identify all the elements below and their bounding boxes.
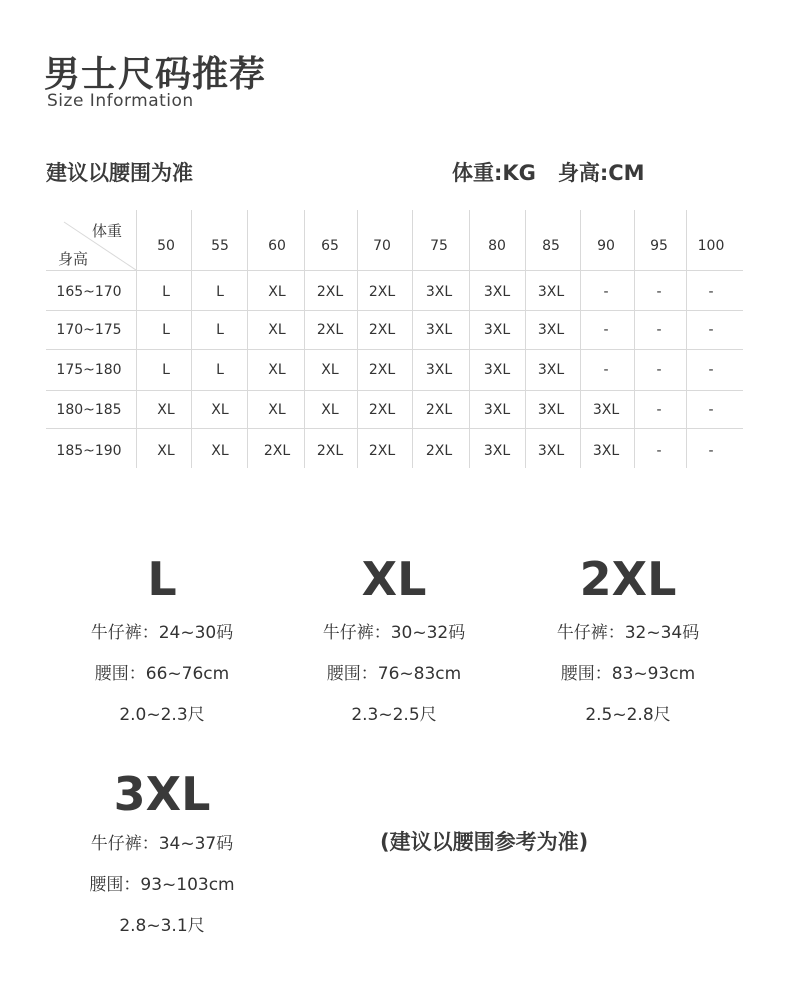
weight-header-cell: 100 xyxy=(697,238,725,254)
table-column-divider xyxy=(357,210,358,468)
size-label: 3XL xyxy=(113,767,211,821)
table-row-divider xyxy=(46,390,743,391)
size-cell: - xyxy=(708,362,714,378)
size-cell: 3XL xyxy=(483,284,511,300)
size-cell: - xyxy=(708,443,714,459)
size-cell: - xyxy=(603,322,609,338)
chi-range: 2.0~2.3尺 xyxy=(119,705,205,725)
size-card-xl xyxy=(279,553,509,736)
size-cell: - xyxy=(656,322,662,338)
footnote: (建议以腰围参考为准) xyxy=(380,830,589,854)
table-column-divider xyxy=(304,210,305,468)
size-cell: 3XL xyxy=(483,402,511,418)
size-cell: 3XL xyxy=(537,402,565,418)
weight-header-cell: 60 xyxy=(268,238,286,254)
size-cell: 2XL xyxy=(263,443,291,459)
waist-range: 腰围：76~83cm xyxy=(326,664,462,684)
size-cell: - xyxy=(656,362,662,378)
waist-range: 腰围：66~76cm xyxy=(94,664,230,684)
size-cell: 3XL xyxy=(592,443,620,459)
waist-range: 腰围：83~93cm xyxy=(560,664,696,684)
size-cell: XL xyxy=(321,362,339,378)
size-cell: XL xyxy=(321,402,339,418)
size-cell: 3XL xyxy=(425,284,453,300)
chi-range: 2.3~2.5尺 xyxy=(351,705,437,725)
height-row-header: 180~185 xyxy=(56,402,122,418)
jeans-size: 牛仔裤：32~34码 xyxy=(556,623,700,643)
table-column-divider xyxy=(412,210,413,468)
weight-header-cell: 50 xyxy=(157,238,175,254)
table-column-divider xyxy=(525,210,526,468)
table-column-divider xyxy=(580,210,581,468)
size-cell: 2XL xyxy=(368,322,396,338)
page-title: 男士尺码推荐 xyxy=(44,54,267,95)
size-cell: 2XL xyxy=(368,362,396,378)
size-cell: - xyxy=(656,402,662,418)
size-cell: 3XL xyxy=(537,443,565,459)
size-label: 2XL xyxy=(579,552,677,606)
weight-header-cell: 95 xyxy=(650,238,668,254)
size-cell: L xyxy=(162,322,170,338)
size-card-2xl xyxy=(513,553,743,736)
jeans-size: 牛仔裤：24~30码 xyxy=(90,623,234,643)
waist-note: 建议以腰围为准 xyxy=(46,161,193,185)
size-cell: L xyxy=(216,362,224,378)
table-row-divider xyxy=(46,310,743,311)
units-note: 体重:KG 身高:CM xyxy=(452,161,645,185)
size-cell: - xyxy=(656,443,662,459)
corner-height-label: 身高 xyxy=(58,250,89,268)
size-cell: XL xyxy=(157,443,175,459)
size-cell: XL xyxy=(268,402,286,418)
corner-weight-label: 体重 xyxy=(92,222,123,240)
size-cell: 3XL xyxy=(483,322,511,338)
size-cell: XL xyxy=(268,284,286,300)
weight-header-cell: 85 xyxy=(542,238,560,254)
size-table xyxy=(46,210,743,468)
chi-range: 2.5~2.8尺 xyxy=(585,705,671,725)
table-column-divider xyxy=(686,210,687,468)
size-cell: - xyxy=(603,362,609,378)
size-cell: 3XL xyxy=(537,284,565,300)
weight-header-cell: 80 xyxy=(488,238,506,254)
table-column-divider xyxy=(136,210,137,468)
weight-header-cell: 75 xyxy=(430,238,448,254)
table-column-divider xyxy=(634,210,635,468)
height-row-header: 185~190 xyxy=(56,443,122,459)
height-row-header: 165~170 xyxy=(56,284,122,300)
size-cell: XL xyxy=(157,402,175,418)
size-cell: 2XL xyxy=(425,402,453,418)
size-cell: XL xyxy=(268,362,286,378)
size-cell: - xyxy=(708,322,714,338)
size-cell: XL xyxy=(268,322,286,338)
size-cell: - xyxy=(603,284,609,300)
table-row-divider xyxy=(46,349,743,350)
size-label: L xyxy=(147,552,177,606)
size-cell: 2XL xyxy=(368,402,396,418)
chi-range: 2.8~3.1尺 xyxy=(119,916,205,936)
weight-header-cell: 65 xyxy=(321,238,339,254)
size-cell: 3XL xyxy=(537,362,565,378)
size-cell: 3XL xyxy=(483,443,511,459)
size-cell: 2XL xyxy=(316,284,344,300)
size-cell: 3XL xyxy=(592,402,620,418)
size-cell: 2XL xyxy=(316,322,344,338)
size-cell: XL xyxy=(211,402,229,418)
size-cell: 3XL xyxy=(537,322,565,338)
size-cell: L xyxy=(216,284,224,300)
height-row-header: 175~180 xyxy=(56,362,122,378)
size-cell: - xyxy=(708,402,714,418)
size-cell: L xyxy=(162,284,170,300)
jeans-size: 牛仔裤：34~37码 xyxy=(90,834,234,854)
size-cell: - xyxy=(656,284,662,300)
size-cell: 3XL xyxy=(425,362,453,378)
size-cell: 2XL xyxy=(368,443,396,459)
size-card-3xl xyxy=(47,768,277,947)
size-card-l xyxy=(47,553,277,736)
size-cell: 3XL xyxy=(425,322,453,338)
page-subtitle: Size Information xyxy=(47,91,194,111)
size-cell: 3XL xyxy=(483,362,511,378)
table-column-divider xyxy=(191,210,192,468)
size-cell: 2XL xyxy=(425,443,453,459)
size-cell: L xyxy=(162,362,170,378)
weight-header-cell: 90 xyxy=(597,238,615,254)
height-row-header: 170~175 xyxy=(56,322,122,338)
table-column-divider xyxy=(247,210,248,468)
size-cell: - xyxy=(708,284,714,300)
size-cell: L xyxy=(216,322,224,338)
jeans-size: 牛仔裤：30~32码 xyxy=(322,623,466,643)
weight-header-cell: 55 xyxy=(211,238,229,254)
waist-range: 腰围：93~103cm xyxy=(89,875,235,895)
size-label: XL xyxy=(361,552,427,606)
table-column-divider xyxy=(469,210,470,468)
size-cell: 2XL xyxy=(316,443,344,459)
table-row-divider xyxy=(46,428,743,429)
weight-header-cell: 70 xyxy=(373,238,391,254)
size-cell: XL xyxy=(211,443,229,459)
size-cell: 2XL xyxy=(368,284,396,300)
table-row-divider xyxy=(46,270,743,271)
